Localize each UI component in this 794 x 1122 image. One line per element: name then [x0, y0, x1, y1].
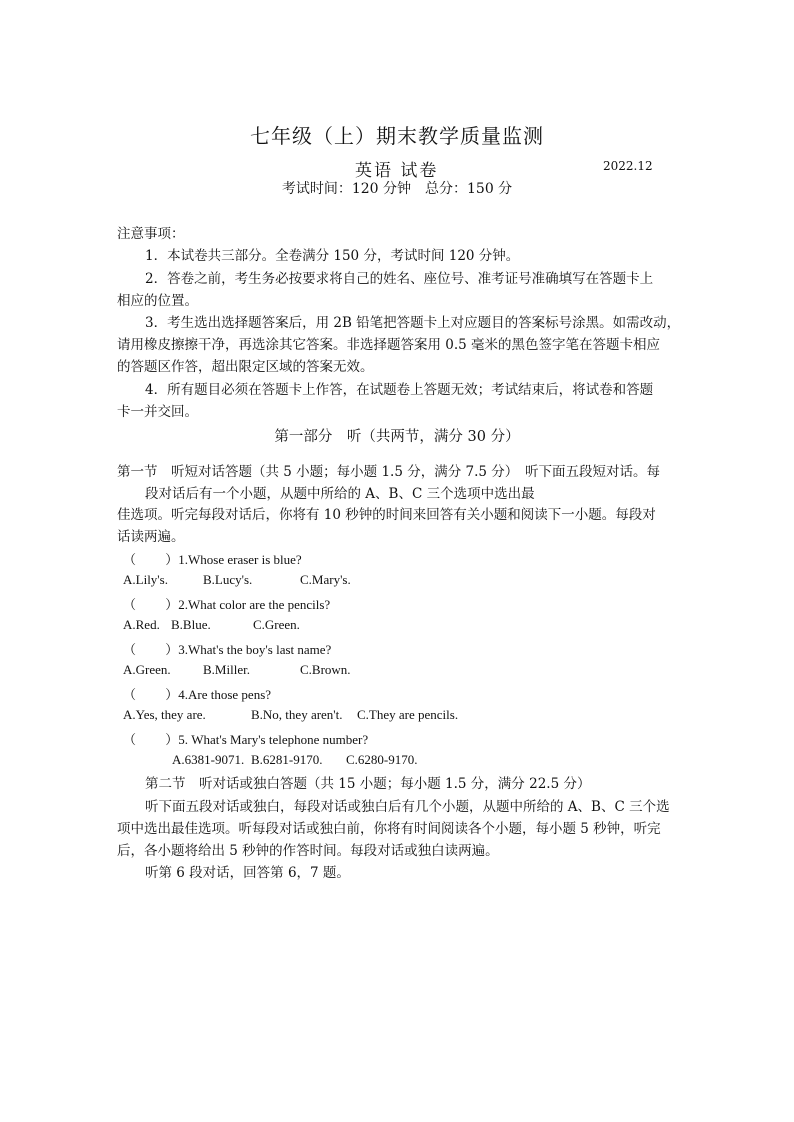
question-2-option-a: A.Red. — [123, 617, 160, 632]
section-2-line-3: 后，各小题将给出 5 秒钟的作答时间。每段对话或独白读两遍。 — [117, 843, 499, 859]
question-5-stem: （ ）5. What's Mary's telephone number? — [123, 732, 369, 747]
notes-heading: 注意事项： — [117, 226, 185, 242]
note-3-line-1: 3．考生选出选择题答案后，用 2B 铅笔把答题卡上对应题目的答案标号涂黑。如需改动， — [145, 315, 681, 331]
section-2-line-1: 听下面五段对话或独白，每段对话或独白后有几个小题，从题中所给的 A、B、C 三个选 — [145, 799, 670, 815]
section-1-line-4: 话读两遍。 — [117, 529, 185, 545]
note-3-line-2: 请用橡皮擦擦干净，再选涂其它答案。非选择题答案用 0.5 毫米的黑色签字笔在答题卡相应 — [117, 337, 661, 353]
section-2-heading: 第二节 听对话或独白答题（共 15 小题；每小题 1.5 分，满分 22.5 分） — [145, 776, 591, 792]
question-1-stem: （ ）1.Whose eraser is blue? — [123, 552, 302, 567]
question-4-option-a: A.Yes, they are. — [123, 707, 206, 722]
question-5-option-c: C.6280-9170. — [346, 752, 418, 767]
section-1-line-1: 第一节 听短对话答题（共 5 小题；每小题 1.5 分，满分 7.5 分） 听下面五段短对话。每 — [117, 464, 661, 480]
section-1-line-3: 佳选项。听完每段对话后，你将有 10 秒钟的时间来回答有关小题和阅读下一小题。每段对 — [117, 507, 656, 523]
question-4-option-c: C.They are pencils. — [357, 707, 459, 722]
exam-subject: 英语 试卷 — [355, 161, 439, 181]
note-4-line-2: 卡一并交回。 — [117, 404, 198, 420]
question-3-option-c: C.Brown. — [300, 662, 351, 677]
question-1-option-c: C.Mary's. — [300, 572, 351, 587]
section-2-line-4: 听第 6 段对话，回答第 6，7 题。 — [145, 865, 350, 881]
question-4-stem: （ ）4.Are those pens? — [123, 687, 272, 702]
question-5-option-b: B.6281-9170. — [251, 752, 323, 767]
note-4-line-1: 4．所有题目必须在答题卡上作答，在试题卷上答题无效；考试结束后，将试卷和答题 — [145, 382, 654, 398]
note-1: 1．本试卷共三部分。全卷满分 150 分，考试时间 120 分钟。 — [145, 248, 520, 264]
part-1-heading: 第一部分 听（共两节，满分 30 分） — [274, 429, 520, 445]
question-1-option-b: B.Lucy's. — [203, 572, 253, 587]
question-1-option-a: A.Lily's. — [123, 572, 168, 587]
question-5-option-a: A.6381-9071. — [172, 752, 245, 767]
section-2-line-2: 项中选出最佳选项。听每段对话或独白前，你将有时间阅读各个小题，每小题 5 秒钟，听完 — [117, 821, 661, 837]
section-1-line-2: 段对话后有一个小题，从题中所给的 A、B、C 三个选项中选出最 — [145, 486, 535, 502]
question-2-option-b: B.Blue. — [171, 617, 211, 632]
question-3-option-a: A.Green. — [123, 662, 171, 677]
question-3-option-b: B.Miller. — [203, 662, 250, 677]
exam-date: 2022.12 — [603, 159, 653, 173]
question-4-option-b: B.No, they aren't. — [251, 707, 343, 722]
question-2-option-c: C.Green. — [253, 617, 300, 632]
question-2-stem: （ ）2.What color are the pencils? — [123, 597, 331, 612]
note-3-line-3: 的答题区作答，超出限定区域的答案无效。 — [117, 359, 374, 375]
note-2-line-2: 相应的位置。 — [117, 293, 198, 309]
exam-time-score: 考试时间：120 分钟 总分：150 分 — [281, 181, 513, 197]
exam-title: 七年级（上）期末教学质量监测 — [250, 124, 544, 148]
question-3-stem: （ ）3.What's the boy's last name? — [123, 642, 332, 657]
note-2-line-1: 2．答卷之前，考生务必按要求将自己的姓名、座位号、准考证号准确填写在答题卡上 — [145, 271, 654, 287]
